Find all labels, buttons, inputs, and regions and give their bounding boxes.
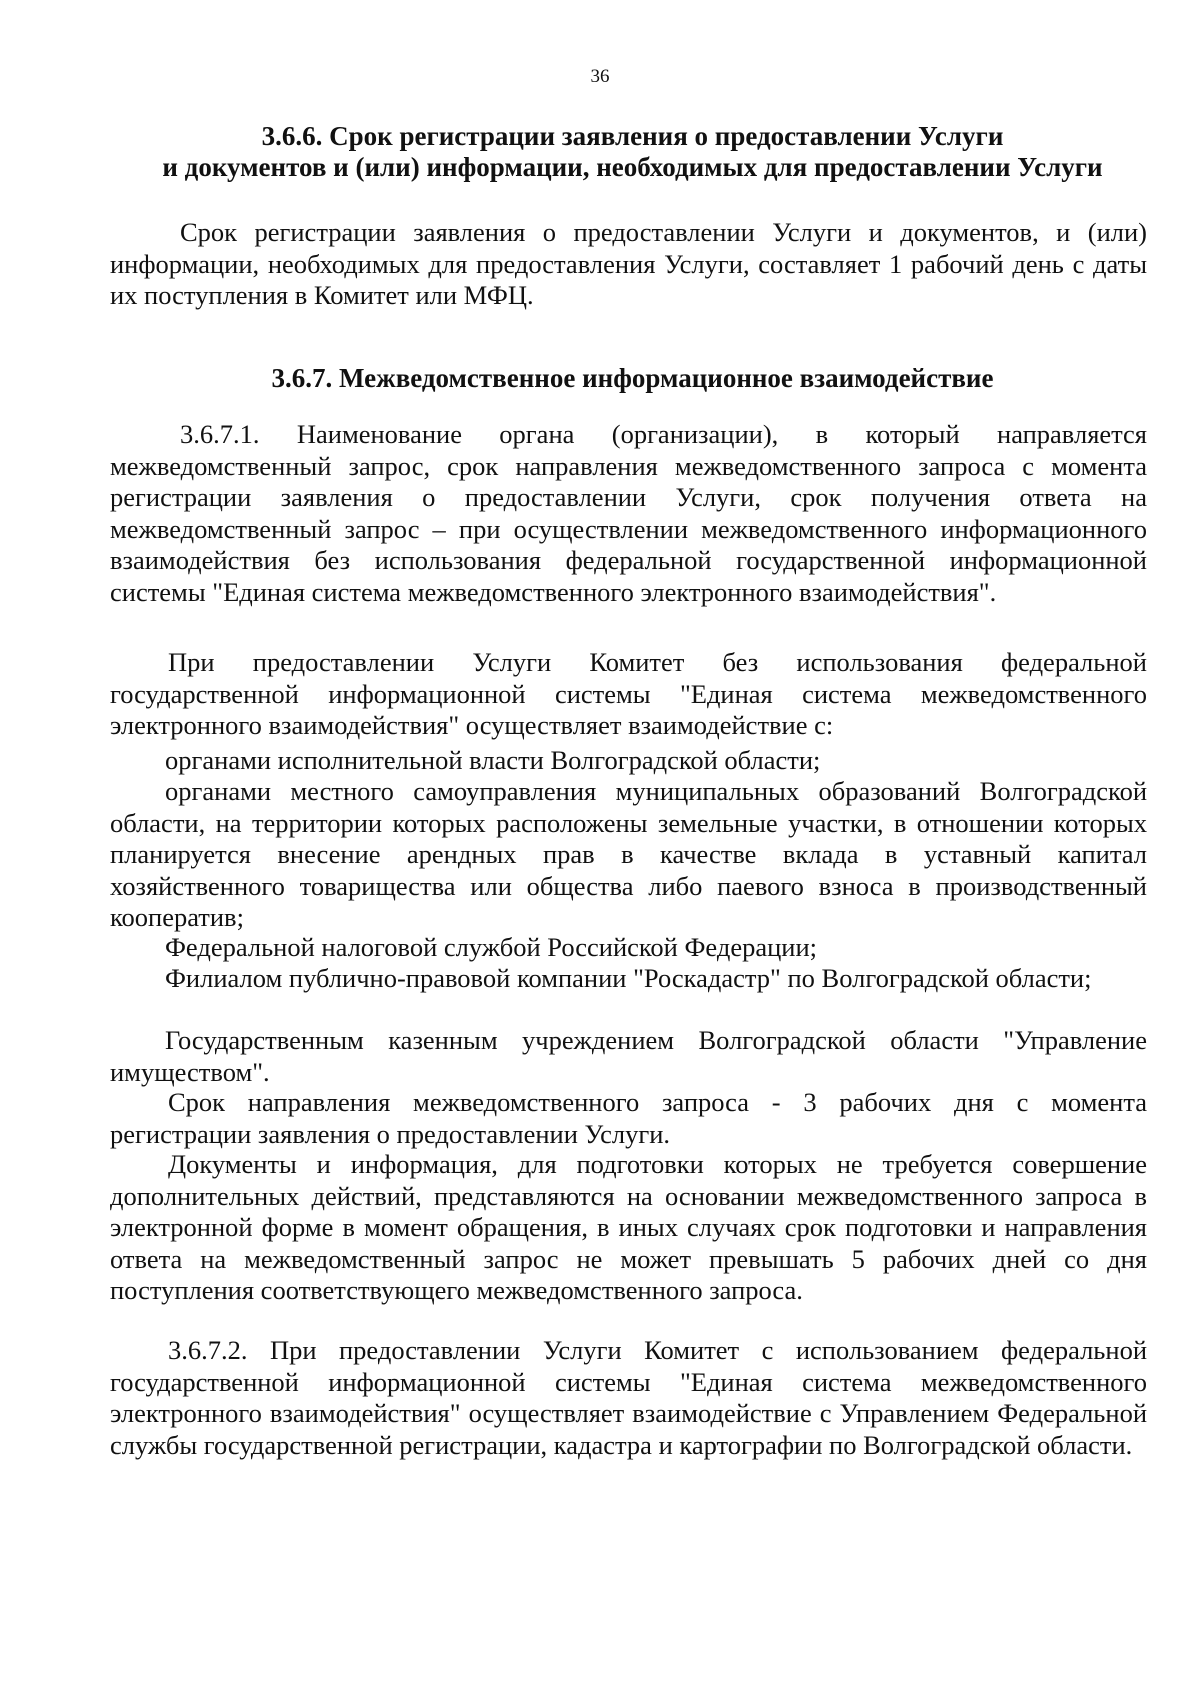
paragraph-3-6-7-1: 3.6.7.1. Наименование органа (организации), в который направляется межведомственный запрос, срок направления межведомственного запроса с момента регистрации заявления о предоставлении Услуги, срок получения ответа на межведомственный запрос – при осуществлении межведомственного информационного взаимодействия без использования федеральной государственной информационной системы "Единая система межведомственного электронного взаимодействия".: [110, 419, 1147, 607]
section-3-6-6-heading-line2: и документов и (или) информации, необходимых для предоставлении Услуги: [162, 152, 1103, 182]
section-3-6-6-paragraph: Срок регистрации заявления о предоставлении Услуги и документов, и (или) информации, необходимых для предоставления Услуги, составляет 1 рабочий день с даты их поступления в Комитет или МФЦ.: [110, 217, 1147, 310]
list-item-roskadastr: Филиалом публично-правовой компании "Роскадастр" по Волгоградской области;: [165, 963, 1092, 993]
section-3-6-6-heading-line1: 3.6.6. Срок регистрации заявления о предоставлении Услуги: [261, 121, 1004, 151]
paragraph-3-6-7-2: 3.6.7.2. При предоставлении Услуги Комитет с использованием федеральной государственной информационной системы "Единая система межведомственного электронного взаимодействия" осуществляет взаимодействие с Управлением Федеральной службы государственной регистрации, кадастра и картографии по Волгоградской области.: [110, 1335, 1147, 1460]
section-3-6-7-heading: 3.6.7. Межведомственное информационное взаимодействие: [271, 363, 994, 393]
section-3-6-6-heading: [110, 121, 1155, 183]
page-number: 36: [590, 66, 610, 87]
list-item-tax-service: Федеральной налоговой службой Российской Федерации;: [165, 932, 818, 962]
paragraph-response-deadline: Документы и информация, для подготовки которых не требуется совершение дополнительных действий, представляются на основании межведомственного запроса в электронной форме в момент обращения, в иных случаях срок подготовки и направления ответа на межведомственный запрос не может превышать 5 рабочих дней со дня поступления соответствующего межведомственного запроса.: [110, 1149, 1147, 1305]
paragraph-interaction-intro: При предоставлении Услуги Комитет без использования федеральной государственной информационной системы "Единая система межведомственного электронного взаимодействия" осуществляет взаимодействие с:: [110, 647, 1147, 740]
list-item-executive-bodies: органами исполнительной власти Волгоградской области;: [165, 745, 821, 775]
paragraph-request-deadline: Срок направления межведомственного запроса - 3 рабочих дня с момента регистрации заявления о предоставлении Услуги.: [110, 1087, 1147, 1149]
list-item-property-management: Государственным казенным учреждением Волгоградской области "Управление имуществом".: [110, 1025, 1147, 1087]
list-item-local-government: органами местного самоуправления муниципальных образований Волгоградской области, на территории которых расположены земельные участки, в отношении которых планируется внесение арендных прав в качестве вклада в уставный капитал хозяйственного товарищества или общества либо паевого взноса в производственный кооператив;: [110, 776, 1147, 932]
